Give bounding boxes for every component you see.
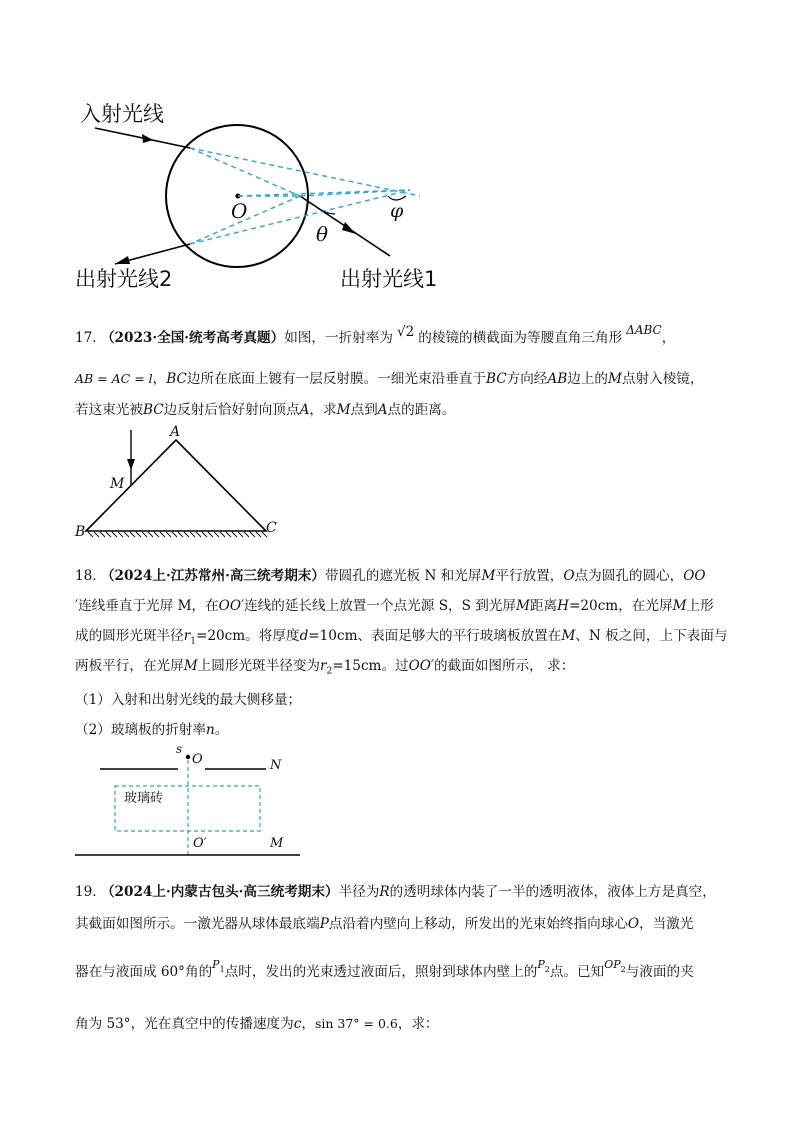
vertex-b: B	[75, 524, 86, 540]
sin-equation: sin 37° = 0.6	[314, 1016, 398, 1031]
center-label: O	[231, 199, 248, 223]
q19-number: 19.	[75, 884, 97, 900]
sqrt2: √2	[396, 324, 415, 340]
label-n: N	[270, 758, 282, 773]
label-s: s	[176, 742, 183, 756]
phi-label: φ	[390, 200, 404, 222]
label-o-prime: O′	[193, 836, 207, 851]
label-m: M	[270, 836, 284, 851]
q18-sub-2: （2）玻璃板的折射率n。	[75, 722, 229, 738]
vertex-c: C	[266, 520, 277, 536]
q19-line-2: 其截面如图所示。一激光器从球体最底端P点沿着内壁向上移动，所发出的光束始终指向球心O，当激光	[75, 916, 694, 932]
q17-source-tag: （2023·全国·统考高考真题）	[100, 330, 285, 346]
q18-source-tag: （2024上·江苏常州·高三统考期末）	[100, 568, 325, 584]
out-ray-2-label: 出射光线2	[75, 267, 173, 291]
label-glass: 玻璃砖	[124, 791, 164, 806]
q17-line-2: AB = AC = l，BC边所在底面上镀有一层反射膜。一细光束沿垂直于BC方向经AB边上的M点射入棱镜，	[75, 371, 704, 387]
q19-source-tag: （2024上·内蒙古包头·高三统考期末）	[100, 884, 339, 900]
q18-line-2: ′连线垂直于光屏 M，在OO′连线的延长线上放置一个点光源 S，S 到光屏M距离H=20cm，在光屏M上形	[75, 598, 714, 614]
q18-line-4: 两板平行，在光屏M上圆形光斑半径变为$r_2=15cm$。过OO′的截面如图所示， 求：	[75, 658, 575, 677]
vertex-a: A	[170, 424, 181, 440]
q18-line-1: 18. （2024上·江苏常州·高三统考期末）带圆孔的遮光板 N 和光屏M平行放置，O点为圆孔的圆心，OO	[75, 568, 706, 584]
q18-number: 18.	[75, 568, 97, 584]
label-o: O	[192, 752, 203, 767]
triangle-abc: ΔABC	[626, 323, 662, 337]
theta-label: θ	[316, 222, 329, 246]
light-source-s	[186, 755, 190, 759]
q19-line-4: 角为 53°，光在真空中的传播速度为c，sin 37° = 0.6，求：	[75, 1016, 439, 1032]
q18-sub-1: （1）入射和出射光线的最大侧移量；	[75, 692, 302, 708]
out-ray-1-label: 出射光线1	[340, 267, 438, 291]
incident-ray-label: 入射光线	[80, 102, 164, 126]
q17-equation: AB = AC = l	[75, 371, 153, 386]
q17-number: 17.	[75, 330, 97, 346]
q17-line-1: 17. （2023·全国·统考高考真题）如图，一折射率为 √2 的棱镜的横截面为等腰直角三角形 ΔABC，	[75, 323, 676, 346]
q19-line-1: 19. （2024上·内蒙古包头·高三统考期末）半径为R的透明球体内装了一半的透明液体，液体上方是真空，	[75, 884, 716, 900]
q19-line-3: 器在与液面成 60°角的$^P_1$点时，发出的光束透过液面后，照射到球体内壁上的$^P_2$点。已知$^{OP}_2$与液面的夹	[75, 958, 694, 980]
q17-line-3: 若这束光被BC边反射后恰好射向顶点A，求M点到A点的距离。	[75, 402, 456, 418]
q18-line-3: 成的圆形光斑半径$r_1=20cm$。将厚度d=10cm、表面足够大的平行玻璃板放置在M、N 板之间，上下表面与	[75, 628, 728, 647]
point-m: M	[110, 476, 125, 492]
